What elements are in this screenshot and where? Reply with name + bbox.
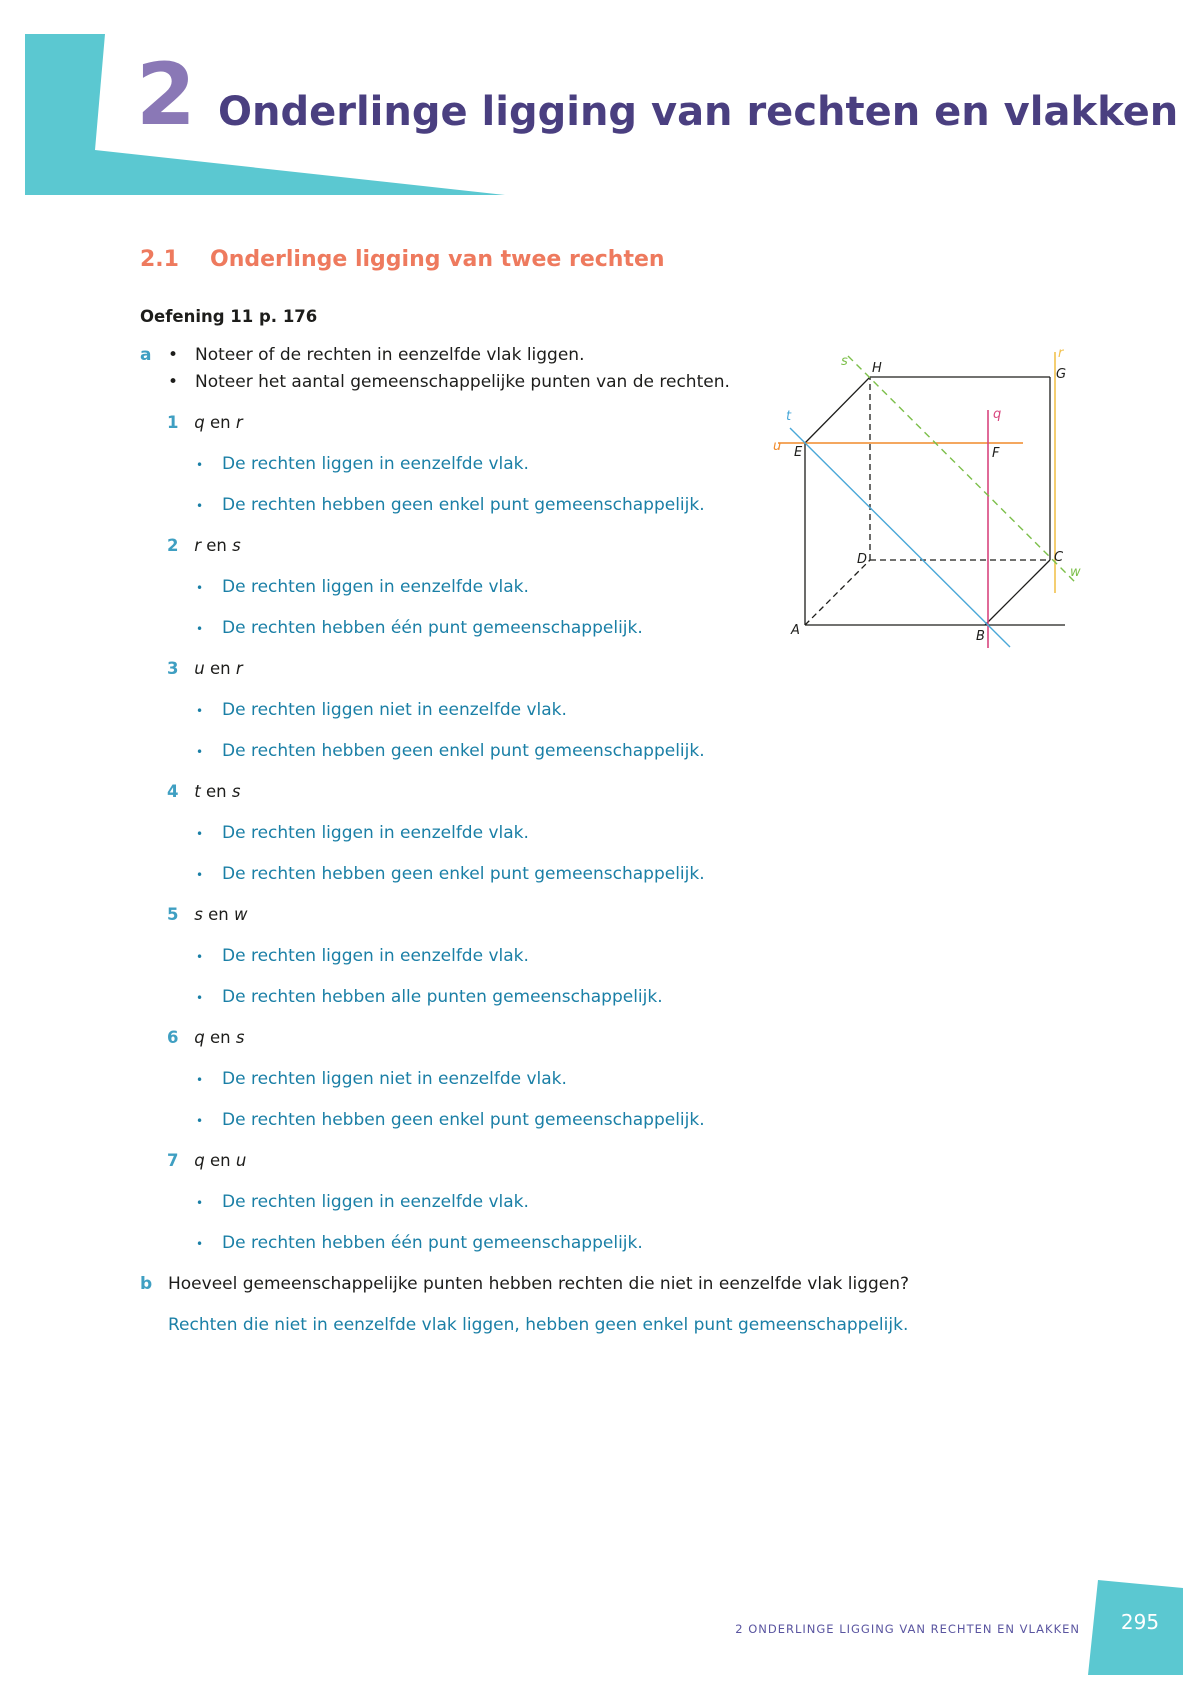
item-2-answer-1: De rechten liggen in eenzelfde vlak. xyxy=(222,577,529,597)
answer-bullet: • xyxy=(196,499,204,513)
part-b-question: Hoeveel gemeenschappelijke punten hebben rechten die niet in eenzelfde vlak liggen? xyxy=(168,1274,910,1294)
item-3-pair: 3 u en r xyxy=(167,659,243,678)
item-6-answer-1: De rechten liggen niet in eenzelfde vlak. xyxy=(222,1069,567,1089)
edge-AD xyxy=(805,560,870,625)
vertex-D: D xyxy=(857,552,868,567)
instruction-bullet: • xyxy=(168,372,179,392)
answer-bullet: • xyxy=(196,868,204,882)
label-w: w xyxy=(1070,565,1081,580)
page-number: 295 xyxy=(1120,1610,1160,1634)
answer-bullet: • xyxy=(196,704,204,718)
item-6-pair: 6 q en s xyxy=(167,1028,245,1047)
answer-bullet: • xyxy=(196,1237,204,1251)
label-r: r xyxy=(1058,346,1064,361)
instruction-1: Noteer of de rechten in eenzelfde vlak liggen. xyxy=(195,345,585,365)
item-5-pair: 5 s en w xyxy=(167,905,248,924)
footer-running-title: 2 ONDERLINGE LIGGING VAN RECHTEN EN VLAKKEN xyxy=(735,1622,1080,1636)
item-4-pair: 4 t en s xyxy=(167,782,241,801)
item-2-pair: 2 r en s xyxy=(167,536,241,555)
vertex-F: F xyxy=(992,446,1000,461)
item-6-answer-2: De rechten hebben geen enkel punt gemeenschappelijk. xyxy=(222,1110,705,1130)
item-4-answer-1: De rechten liggen in eenzelfde vlak. xyxy=(222,823,529,843)
vertex-E: E xyxy=(794,445,803,460)
line-s-w xyxy=(848,356,1075,582)
exercise-title: Oefening 11 p. 176 xyxy=(140,307,318,326)
item-7-answer-2: De rechten hebben één punt gemeenschappelijk. xyxy=(222,1233,643,1253)
section-title: Onderlinge ligging van twee rechten xyxy=(210,247,665,272)
cube-figure xyxy=(755,345,1085,650)
answer-bullet: • xyxy=(196,622,204,636)
edge-BC xyxy=(985,560,1050,625)
chapter-number: 2 xyxy=(136,45,194,145)
item-1-answer-2: De rechten hebben geen enkel punt gemeenschappelijk. xyxy=(222,495,705,515)
answer-bullet: • xyxy=(196,950,204,964)
vertex-B: B xyxy=(976,629,985,644)
answer-bullet: • xyxy=(196,1073,204,1087)
part-b-marker: b xyxy=(140,1274,153,1294)
edge-EH xyxy=(805,377,870,443)
chapter-title: Onderlinge ligging van rechten en vlakken xyxy=(218,89,1179,135)
cube-edges xyxy=(805,377,1065,625)
item-4-answer-2: De rechten hebben geen enkel punt gemeenschappelijk. xyxy=(222,864,705,884)
part-b-answer: Rechten die niet in eenzelfde vlak liggen, hebben geen enkel punt gemeenschappelijk. xyxy=(168,1315,909,1335)
vertex-C: C xyxy=(1054,550,1064,565)
vertex-G: G xyxy=(1056,367,1067,382)
item-7-answer-1: De rechten liggen in eenzelfde vlak. xyxy=(222,1192,529,1212)
answer-bullet: • xyxy=(196,1196,204,1210)
answer-bullet: • xyxy=(196,458,204,472)
item-1-pair: 1 q en r xyxy=(167,413,243,432)
item-7-pair: 7 q en u xyxy=(167,1151,247,1170)
instruction-bullet: • xyxy=(168,345,179,365)
line-t xyxy=(790,428,1010,647)
label-q: q xyxy=(993,407,1002,422)
vertex-H: H xyxy=(872,361,882,376)
label-s: s xyxy=(841,354,848,369)
section-number: 2.1 xyxy=(140,247,179,272)
label-t: t xyxy=(786,409,792,424)
vertex-A: A xyxy=(791,623,800,638)
item-5-answer-1: De rechten liggen in eenzelfde vlak. xyxy=(222,946,529,966)
item-5-answer-2: De rechten hebben alle punten gemeenschappelijk. xyxy=(222,987,663,1007)
instruction-2: Noteer het aantal gemeenschappelijke punten van de rechten. xyxy=(195,372,730,392)
cube-hidden-edges xyxy=(805,377,1050,625)
label-u: u xyxy=(773,439,782,454)
item-2-answer-2: De rechten hebben één punt gemeenschappelijk. xyxy=(222,618,643,638)
answer-bullet: • xyxy=(196,1114,204,1128)
answer-bullet: • xyxy=(196,991,204,1005)
answer-bullet: • xyxy=(196,827,204,841)
section-heading xyxy=(140,247,665,272)
item-3-answer-1: De rechten liggen niet in eenzelfde vlak. xyxy=(222,700,567,720)
answer-bullet: • xyxy=(196,745,204,759)
item-1-answer-1: De rechten liggen in eenzelfde vlak. xyxy=(222,454,529,474)
answer-bullet: • xyxy=(196,581,204,595)
part-a-marker: a xyxy=(140,345,152,365)
item-3-answer-2: De rechten hebben geen enkel punt gemeenschappelijk. xyxy=(222,741,705,761)
